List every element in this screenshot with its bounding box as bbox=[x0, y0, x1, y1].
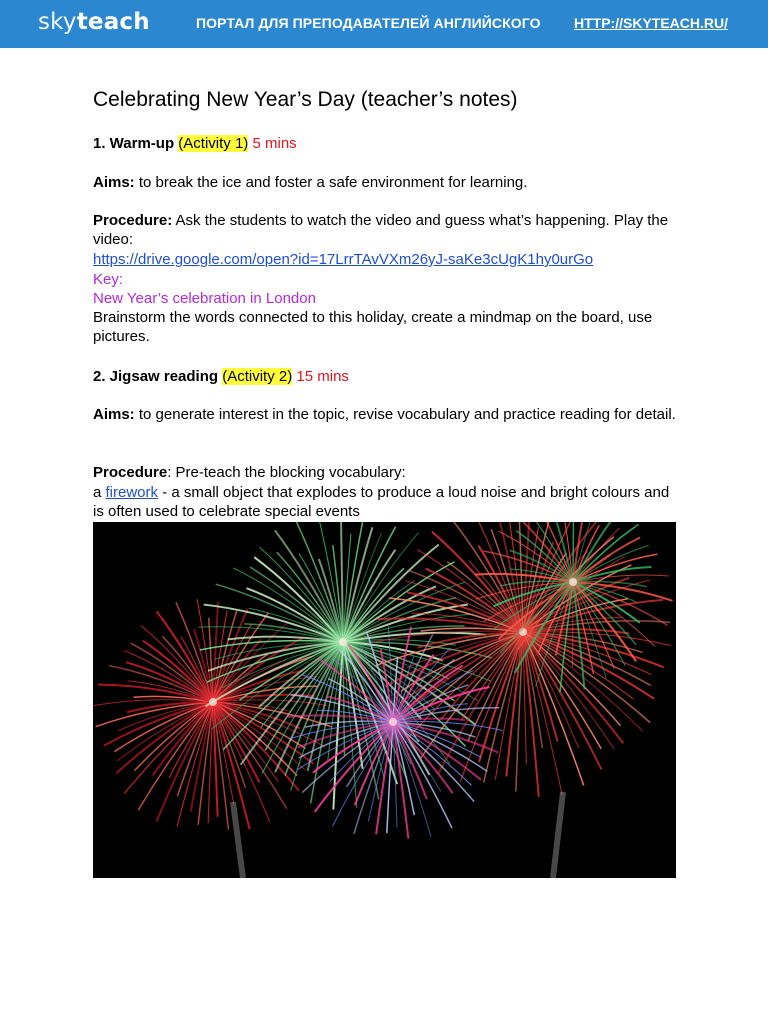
key-label: Key: bbox=[93, 271, 124, 288]
procedure-label: Procedure: bbox=[93, 212, 173, 229]
fireworks-illustration bbox=[93, 522, 676, 878]
section-1-heading bbox=[93, 134, 297, 153]
vocabulary-definition bbox=[93, 483, 681, 521]
top-banner bbox=[0, 0, 768, 48]
site-link[interactable]: HTTP://SKYTEACH.RU/ bbox=[574, 15, 728, 31]
skyteach-logo[interactable]: skyteach bbox=[38, 9, 150, 35]
procedure-text: Ask the students to watch the video and guess what’s happening. Play the video: bbox=[93, 212, 669, 248]
section-1-procedure bbox=[93, 211, 681, 249]
section-1-aims bbox=[93, 173, 527, 192]
aims-label: Aims: bbox=[93, 406, 135, 423]
portal-caption: ПОРТАЛ ДЛЯ ПРЕПОДАВАТЕЛЕЙ АНГЛИЙСКОГО bbox=[196, 15, 541, 31]
section-2-aims bbox=[93, 405, 681, 424]
video-link[interactable] bbox=[93, 250, 593, 269]
procedure-label: Procedure bbox=[93, 464, 168, 481]
video-link-text[interactable]: https://drive.google.com/open?id=17LrrTAvVXm26yJ-saKe3cUgK1hy0urGo bbox=[93, 251, 594, 268]
vocab-definition: - a small object that explodes to produce a loud noise and bright colours and is often used to celebrate special events bbox=[93, 484, 670, 520]
aims-label: Aims: bbox=[93, 174, 135, 191]
vocab-word-link[interactable]: firework bbox=[105, 484, 159, 501]
aims-text: to break the ice and foster a safe environment for learning. bbox=[138, 174, 528, 191]
section-2-procedure bbox=[93, 463, 406, 482]
brainstorm-instruction: Brainstorm the words connected to this holiday, create a mindmap on the board, use pictures. bbox=[93, 309, 653, 345]
activity-1-badge: (Activity 1) bbox=[178, 135, 249, 152]
section-2-title: 2. Jigsaw reading bbox=[93, 368, 219, 385]
section-2-heading bbox=[93, 367, 349, 386]
fireworks-photo bbox=[93, 522, 676, 878]
aims-text: to generate interest in the topic, revise vocabulary and practice reading for detail. bbox=[138, 406, 676, 423]
procedure-text: : Pre-teach the blocking vocabulary: bbox=[167, 464, 406, 481]
activity-2-badge: (Activity 2) bbox=[222, 368, 293, 385]
key-answer: New Year’s celebration in London bbox=[93, 290, 316, 307]
section-2-duration: 15 mins bbox=[296, 368, 349, 385]
vocab-article: a bbox=[93, 484, 102, 501]
section-1-duration: 5 mins bbox=[252, 135, 297, 152]
page-title: Celebrating New Year’s Day (teacher’s notes) bbox=[93, 88, 518, 111]
section-1-title: 1. Warm-up bbox=[93, 135, 175, 152]
